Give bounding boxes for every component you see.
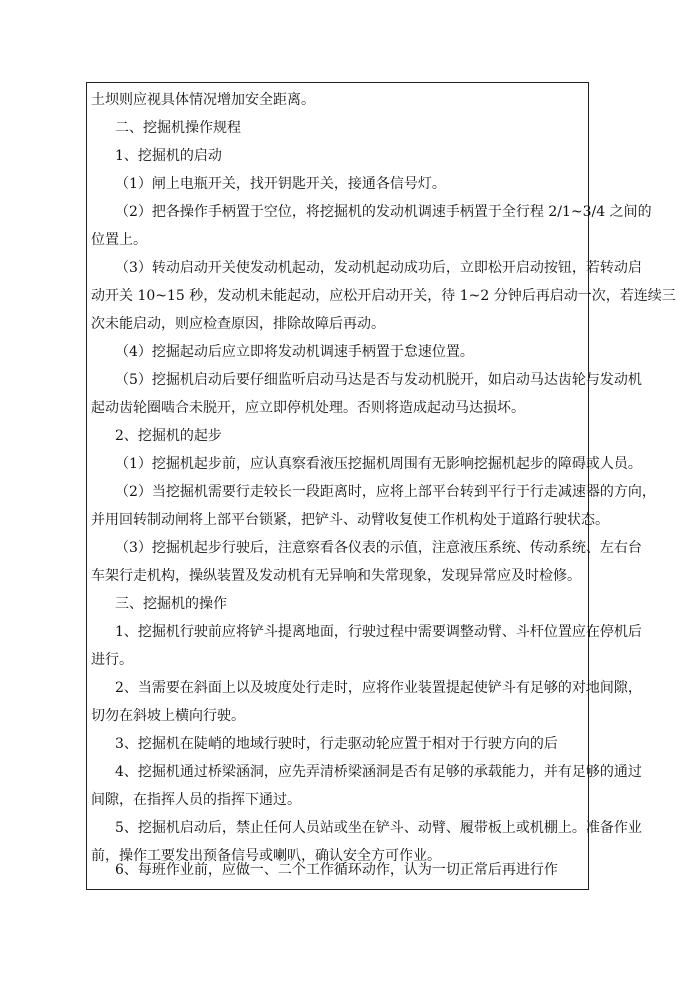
text-line: 间隙，在指挥人员的指挥下通过。	[91, 792, 301, 808]
text-line: （3）挖掘机起步行驶后，注意察看各仪表的示值，注意液压系统、传动系统、左右台	[115, 540, 642, 556]
subsection-heading: 2、挖掘机的起步	[115, 428, 222, 444]
section-heading: 二、挖掘机操作规程	[115, 120, 241, 136]
text-line: 次未能启动，则应检查原因，排除故障后再动。	[91, 316, 385, 332]
text-line: （5）挖掘机启动后要仔细监听启动马达是否与发动机脱开，如启动马达齿轮与发动机	[115, 372, 642, 388]
text-line: 5、挖掘机启动后，禁止任何人员站或坐在铲斗、动臂、履带板上或机棚上。准备作业	[115, 820, 642, 836]
text-line: 2、当需要在斜面上以及坡度处行走时，应将作业装置提起使铲斗有足够的对地间隙，	[115, 680, 642, 696]
text-line: 车架行走机构，操纵装置及发动机有无异响和失常现象，发现异常应及时检修。	[91, 568, 581, 584]
text-line: （3）转动启动开关使发动机起动，发动机起动成功后，立即松开启动按钮，若转动启	[115, 260, 642, 276]
text-line: 前，操作工要发出预备信号或喇叭，确认安全方可作业。	[91, 848, 441, 864]
text-line: 起动齿轮圈啮合未脱开，应立即停机处理。否则将造成起动马达损坏。	[91, 400, 525, 416]
text-line: 位置上。	[91, 232, 147, 248]
text-line: 切勿在斜坡上横向行驶。	[91, 708, 245, 724]
subsection-heading: 1、挖掘机的启动	[115, 148, 222, 164]
text-line: 4、挖掘机通过桥梁涵洞，应先弄清桥梁涵洞是否有足够的承载能力，并有足够的通过	[115, 764, 642, 780]
text-line: 动开关 10~15 秒，发动机未能起动，应松开启动开关，待 1~2 分钟后再启动一次，若连续三	[91, 288, 676, 304]
section-heading: 三、挖掘机的操作	[115, 596, 227, 612]
text-line: （1）挖掘机起步前，应认真察看液压挖掘机周围有无影响挖掘机起步的障碍或人员。	[115, 456, 642, 472]
text-line: （2）把各操作手柄置于空位，将挖掘机的发动机调速手柄置于全行程 2/1~3/4 之间的	[115, 204, 652, 220]
text-line: 3、挖掘机在陡峭的地域行驶时，行走驱动轮应置于相对于行驶方向的后	[115, 736, 558, 752]
text-line: 进行。	[91, 652, 133, 668]
text-line: 土坝则应视具体情况增加安全距离。	[91, 92, 315, 108]
text-line: 并用回转制动闸将上部平台锁紧，把铲斗、动臂收复使工作机构处于道路行驶状态。	[91, 512, 609, 528]
text-line: （1）闸上电瓶开关，找开钥匙开关，接通各信号灯。	[115, 176, 446, 192]
text-line: （2）当挖掘机需要行走较长一段距离时，应将上部平台转到平行于行走减速器的方向，	[115, 484, 656, 500]
text-line: 6、每班作业前，应做一、二个工作循环动作，认为一切正常后再进行作	[115, 862, 558, 878]
text-line: （4）挖掘起动后应立即将发动机调速手柄置于怠速位置。	[115, 344, 474, 360]
text-line: 1、挖掘机行驶前应将铲斗提离地面，行驶过程中需要调整动臂、斗杆位置应在停机后	[115, 624, 642, 640]
